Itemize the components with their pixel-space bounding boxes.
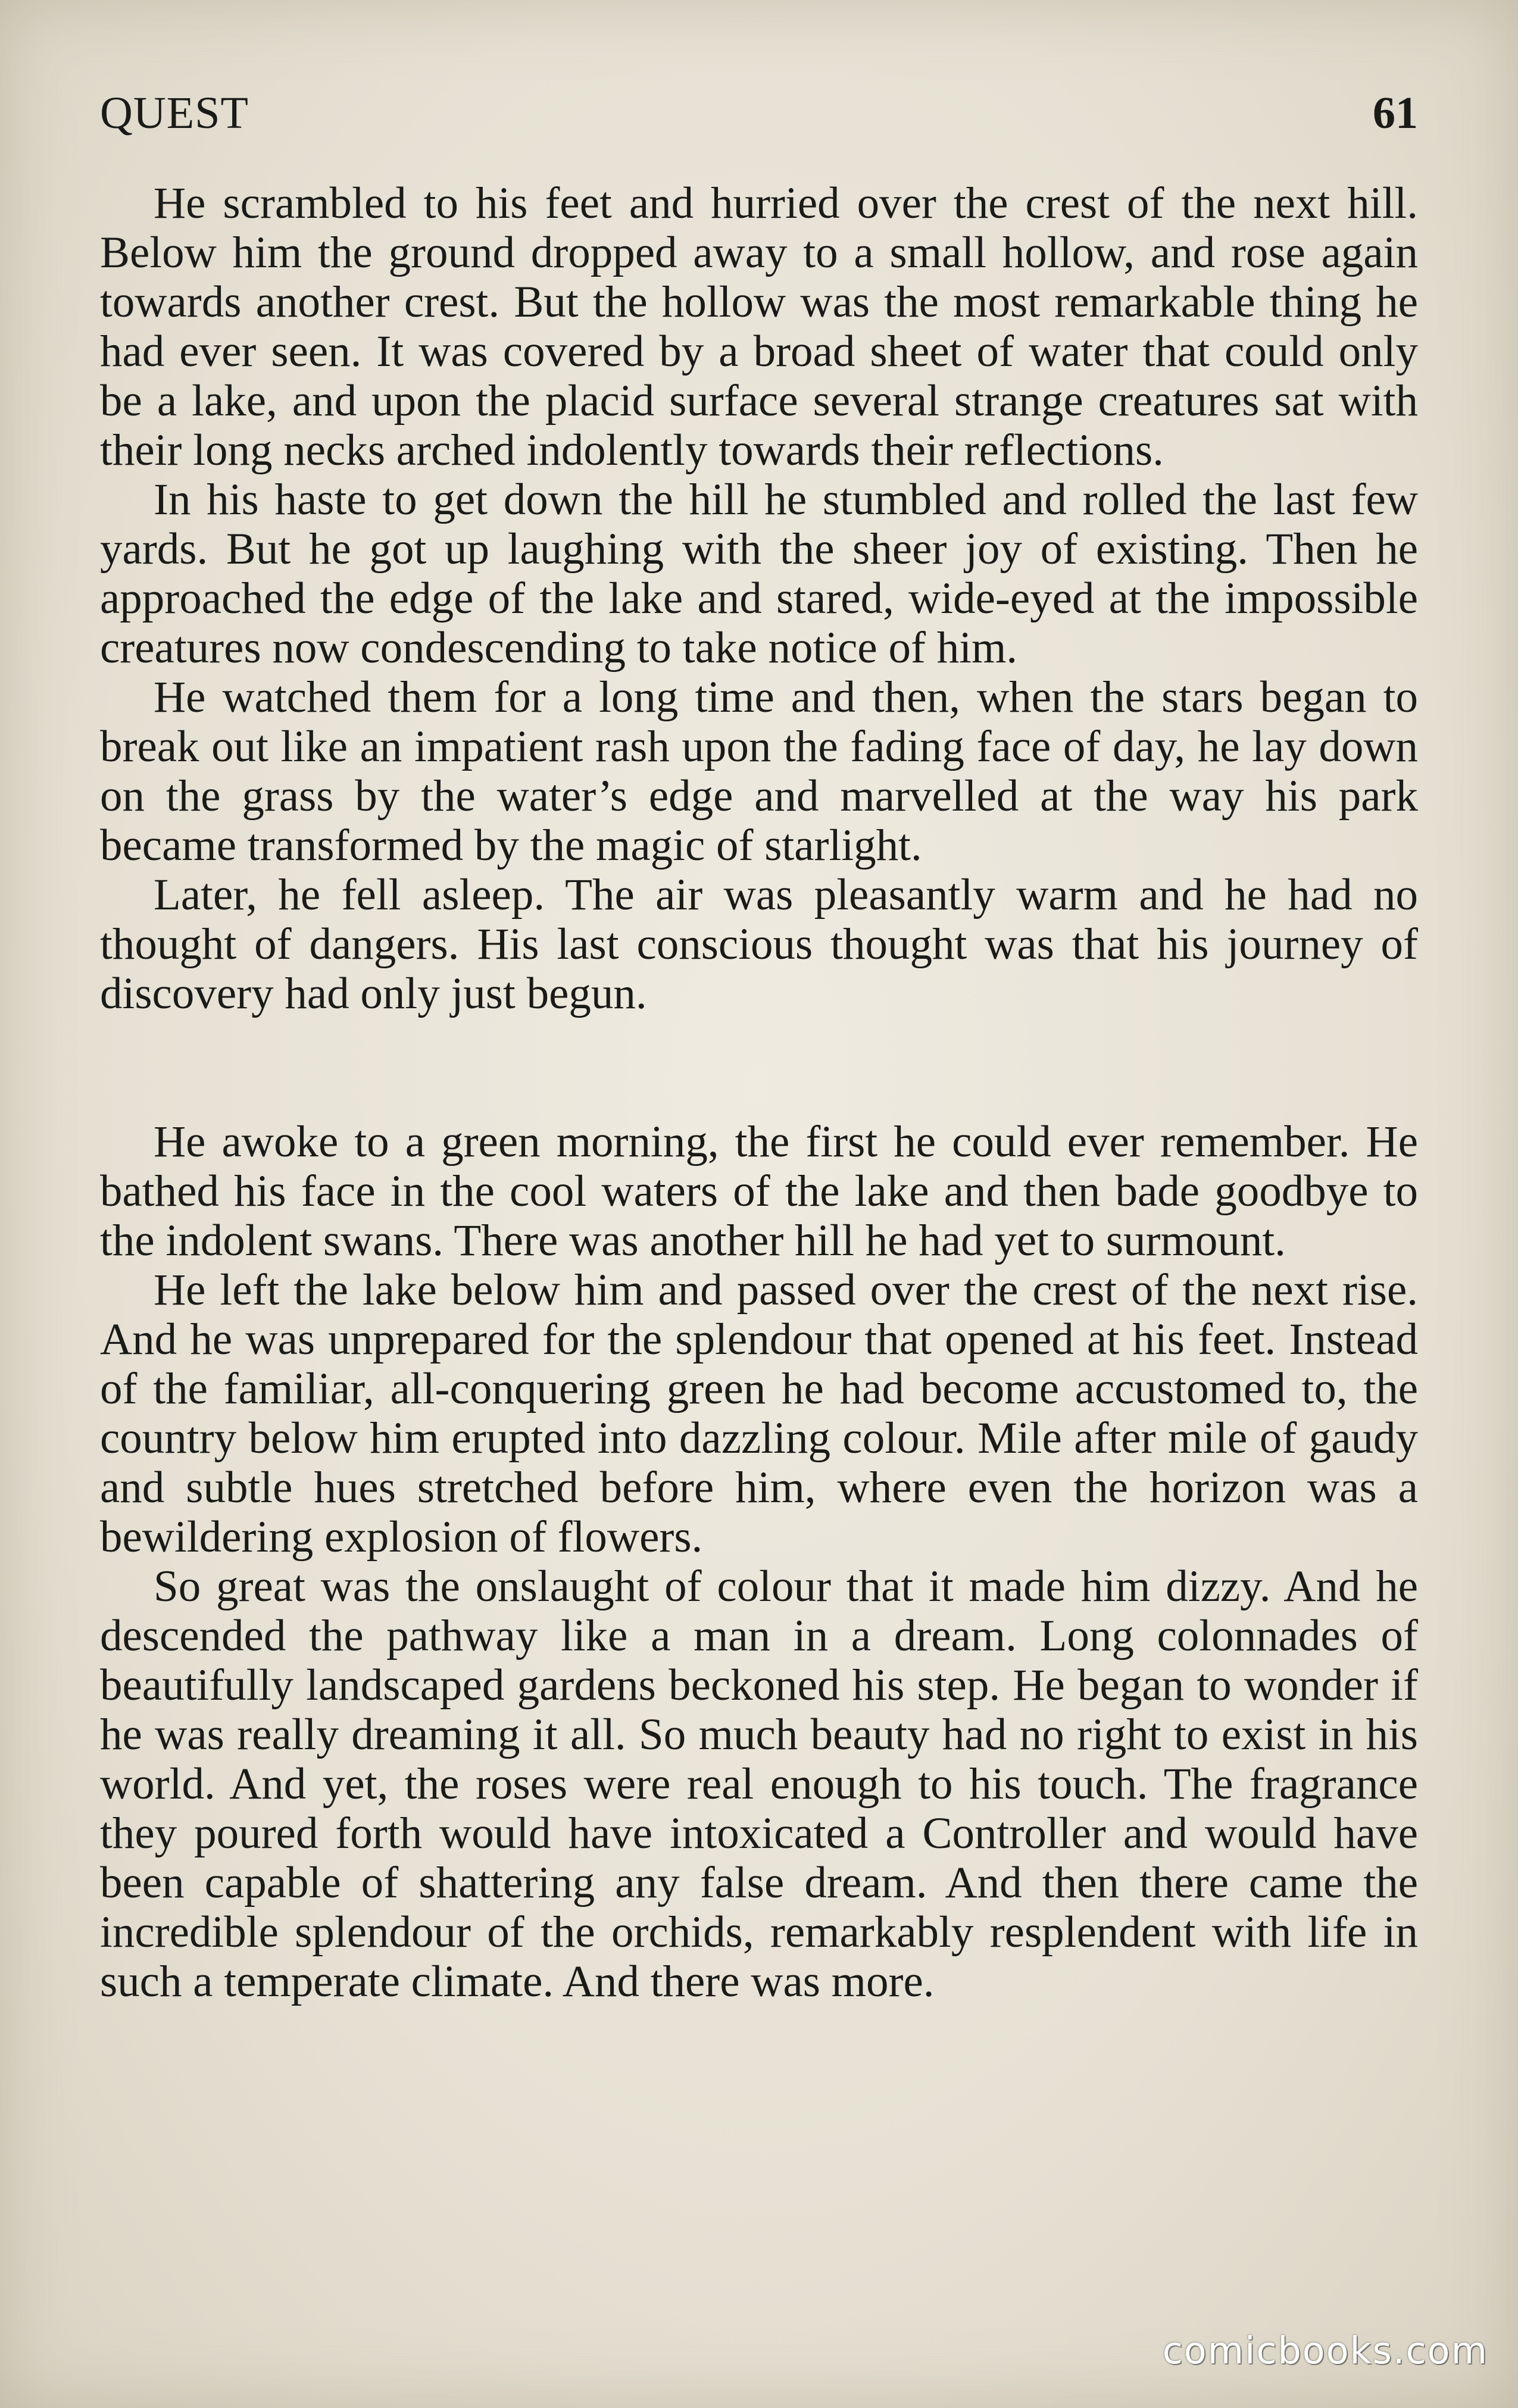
paragraph: He scrambled to his feet and hurried over the crest of the next hill. Below him the ground dropped away to a small hollow, and rose again towards another crest. But the hollow was the most remarkable thing he had ever seen. It was covered by a broad sheet of water that could only be a lake, and upon the placid surface several strange creatures sat with their long necks arched indolently towards their reflections.: [100, 179, 1418, 475]
paragraph: In his haste to get down the hill he stumbled and rolled the last few yards. But he got up laughing with the sheer joy of existing. Then he approached the edge of the lake and stared, wide-eyed at the impossible creatures now condescending to take notice of him.: [100, 475, 1418, 673]
section-break: [100, 1018, 1418, 1117]
running-title: QUEST: [100, 88, 249, 138]
page-number: 61: [1373, 88, 1418, 138]
paragraph: Later, he fell asleep. The air was pleasantly warm and he had no thought of dangers. His last conscious thought was that his journey of discovery had only just begun.: [100, 870, 1418, 1018]
paragraph: So great was the onslaught of colour that it made him dizzy. And he descended the pathway like a man in a dream. Long colonnades of beautifully landscaped gardens beckoned his step. He began to wonder if he was really dreaming it all. So much beauty had no right to exist in his world. And yet, the roses were real enough to his touch. The fragrance they poured forth would have intoxicated a Controller and would have been capable of shattering any false dream. And then there came the incredible splendour of the orchids, remarkably resplendent with life in such a temperate climate. And there was more.: [100, 1562, 1418, 2006]
paragraph: He awoke to a green morning, the first he could ever remember. He bathed his face in the cool waters of the lake and then bade goodbye to the indolent swans. There was another hill he had yet to surmount.: [100, 1117, 1418, 1265]
body-text: [100, 179, 1418, 2006]
source-watermark: comicbooks.com: [1162, 2329, 1488, 2372]
paragraph: He watched them for a long time and then, when the stars began to break out like an impatient rash upon the fading face of day, he lay down on the grass by the water’s edge and marvelled at the way his park became transformed by the magic of starlight.: [100, 673, 1418, 870]
running-header: [100, 83, 1418, 143]
paragraph: He left the lake below him and passed over the crest of the next rise. And he was unprepared for the splendour that opened at his feet. Instead of the familiar, all-conquering green he had become accustomed to, the country below him erupted into dazzling colour. Mile after mile of gaudy and subtle hues stretched before him, where even the horizon was a bewildering explosion of flowers.: [100, 1265, 1418, 1562]
